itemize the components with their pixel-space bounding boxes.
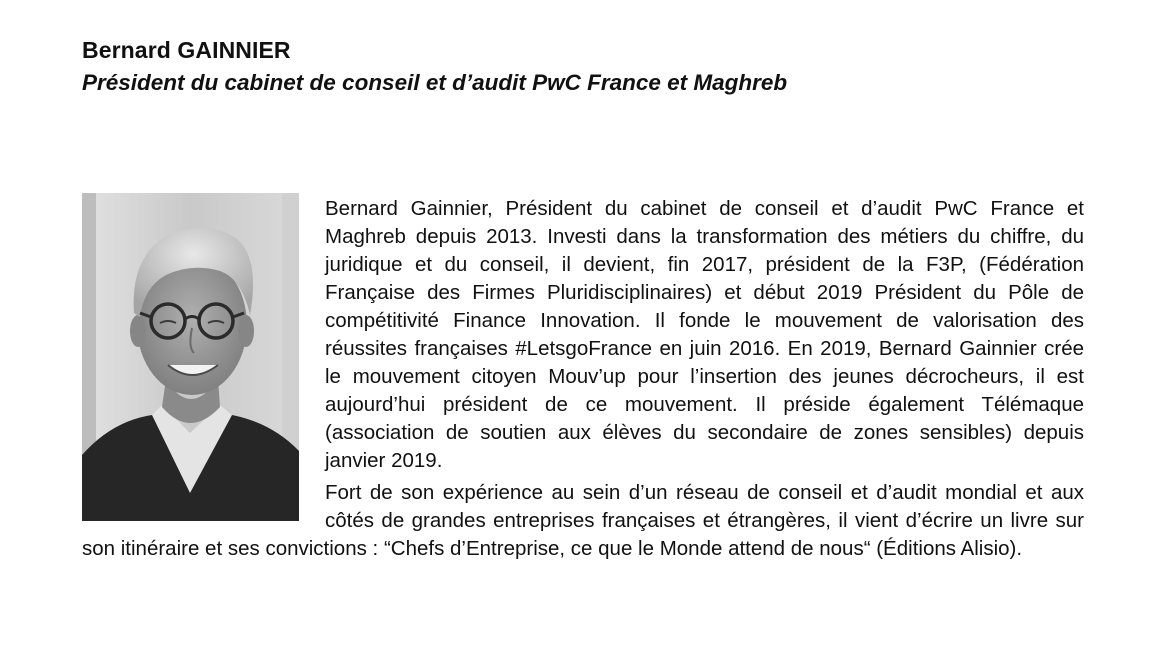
bio-paragraph-1: Bernard Gainnier, Président du cabinet de conseil et d’audit PwC France et Maghreb depuis 2013. Investi dans la transformation des métiers du chiffre, du juridique et du conseil, il devient, fin 2017, président de la F3P, (Fédération Française des Firmes Pluridisciplinaires) et début 2019 Président du Pôle de compétitivité Finance Innovation. Il fonde le mouvement de valorisation des réussites françaises #LetsgoFrance en juin 2016. En 2019, Bernard Gainnier crée le mouvement citoyen Mouv’up pour l’insertion des jeunes décrocheurs, il est aujourd’hui président de ce mouvement. Il préside également Télémaque (association de soutien aux élèves du secondaire de zones sensibles) depuis janvier 2019. — [325, 197, 1084, 472]
person-name: Bernard GAINNIER — [82, 37, 291, 63]
photo-spacer — [82, 195, 325, 525]
person-role: Président du cabinet de conseil et d’audit PwC France et Maghreb — [82, 70, 788, 95]
biography — [82, 195, 1084, 563]
bio-paragraph-2: Fort de son expérience au sein d’un réseau de conseil et d’audit mondial et aux côtés de grandes entreprises françaises et étrangères, il vient d’écrire un livre sur son itinéraire et ses convictions : “Chefs d’Entreprise, ce que le Monde attend de nous“ (Éditions Alisio). — [82, 481, 1084, 560]
